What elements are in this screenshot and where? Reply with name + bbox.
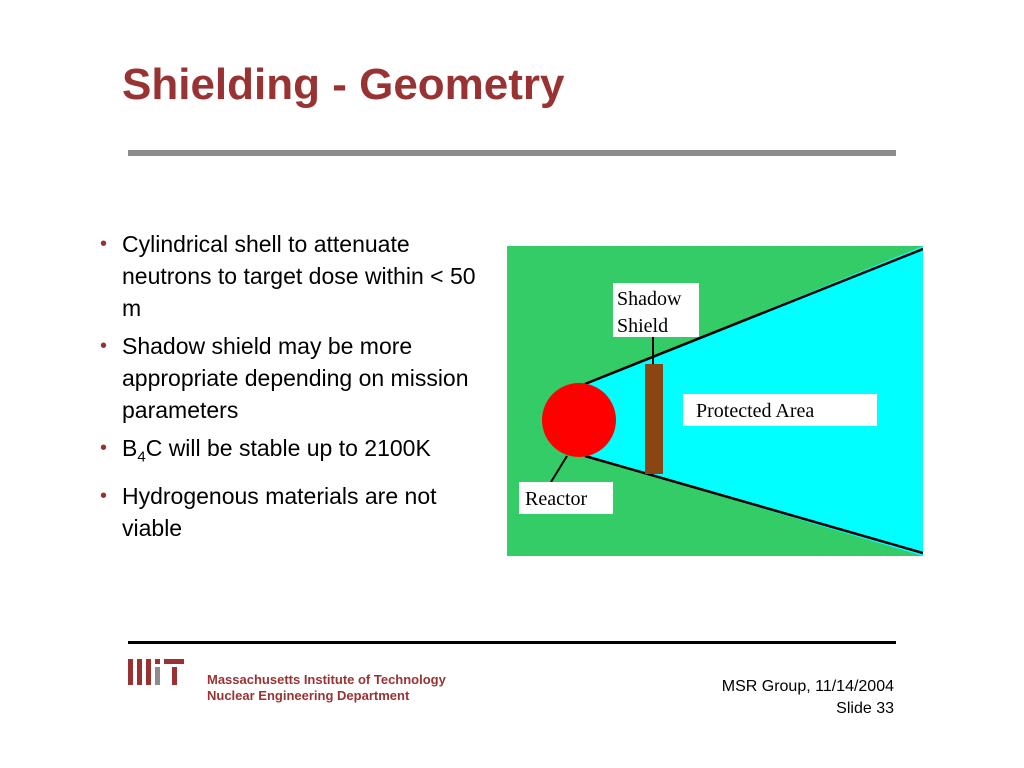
bullet-text: Hydrogenous materials are not viable [122,482,437,541]
institution-name [207,672,446,704]
shielding-geometry-diagram [507,246,923,556]
bullet-icon: • [100,437,108,459]
shadow-shield-label: Shadow [617,288,682,310]
bullet-item [100,480,480,544]
department-name: Nuclear Engineering Department [207,688,410,703]
bullet-icon: • [100,233,108,255]
bullet-text: Cylindrical shell to attenuate neutrons to target dose within < 50 m [122,231,476,321]
slide-title: Shielding - Geometry [122,60,565,109]
slide-footer-info [722,676,894,720]
bullet-list [100,228,480,550]
mit-logo-icon [128,659,188,689]
bullet-item [100,330,480,426]
reactor-core [542,383,616,457]
institute-name: Massachusetts Institute of Technology [207,672,446,687]
shadow-shield [645,364,663,474]
footer-divider [128,641,896,644]
group-date: MSR Group, 11/14/2004 [721,678,894,695]
protected-area-label: Protected Area [696,400,815,422]
slide-number: Slide 33 [836,700,894,717]
shadow-shield-label: Shield [617,315,669,337]
bullet-item [100,432,480,474]
bullet-text: Shadow shield may be more appropriate depending on mission parameters [122,333,469,423]
title-divider [128,150,896,156]
bullet-icon: • [100,335,108,357]
reactor-label: Reactor [525,488,588,510]
bullet-icon: • [100,484,108,507]
bullet-item [100,228,480,324]
bullet-text: $B_4C$ will be stable up to 2100K [122,435,431,466]
